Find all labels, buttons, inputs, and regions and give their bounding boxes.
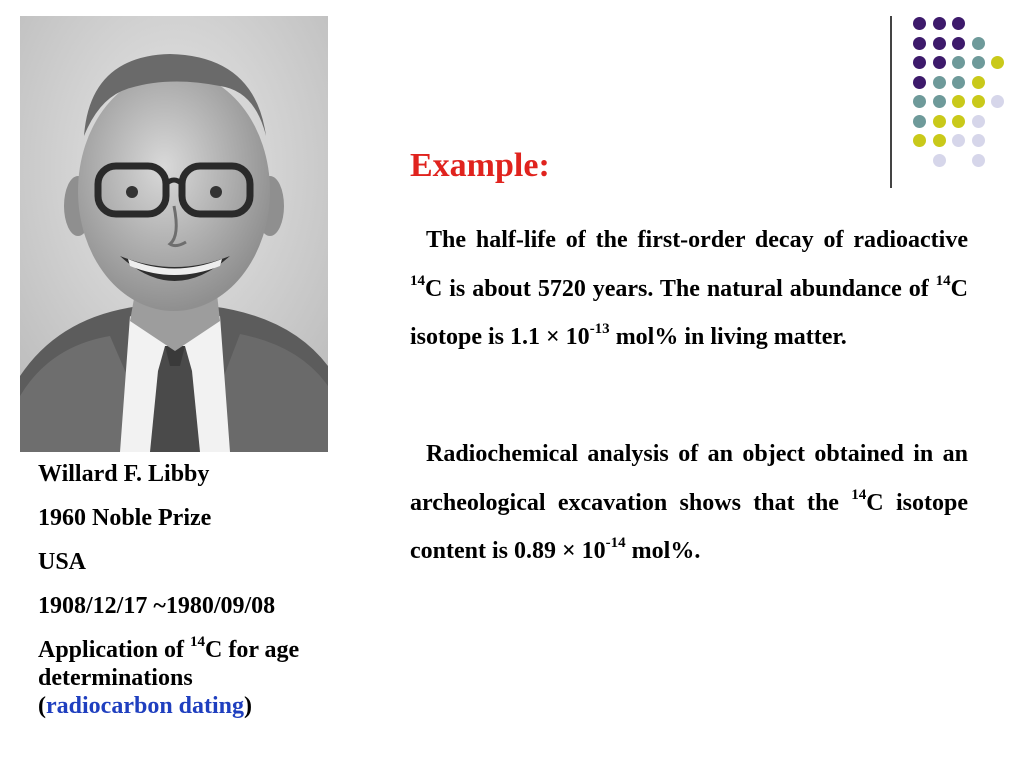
decorative-dot bbox=[933, 95, 946, 108]
life-dates: 1908/12/17 ~1980/09/08 bbox=[38, 593, 276, 619]
example-paragraph-1: The half-life of the first-order decay of radioactive $^{14}$C is about 5720 years. The natural abundance of $^{14}$C isotope is $1.1 \times 10^{-13}$ mol% in living matter. bbox=[410, 227, 968, 350]
country-text: USA bbox=[38, 549, 87, 575]
decorative-dot bbox=[933, 134, 946, 147]
decorative-dot bbox=[913, 76, 926, 89]
decorative-dot bbox=[913, 115, 926, 128]
radiocarbon-dating-link[interactable]: radiocarbon dating bbox=[46, 693, 245, 719]
decorative-dot bbox=[952, 134, 965, 147]
decorative-dot bbox=[933, 56, 946, 69]
decorative-dot bbox=[972, 134, 985, 147]
decorative-dot bbox=[972, 56, 985, 69]
scientist-name: Willard F. Libby bbox=[38, 461, 210, 487]
decorative-dot bbox=[952, 17, 965, 30]
decorative-dot bbox=[933, 76, 946, 89]
decorative-dot bbox=[913, 17, 926, 30]
decorative-dot bbox=[933, 115, 946, 128]
application-link-line: (radiocarbon dating) bbox=[38, 693, 253, 719]
decorative-dot bbox=[972, 154, 985, 167]
decorative-dot bbox=[952, 76, 965, 89]
decorative-dot bbox=[913, 134, 926, 147]
decorative-dot bbox=[952, 95, 965, 108]
decorative-dot bbox=[952, 115, 965, 128]
example-title: Example: bbox=[410, 147, 550, 184]
decorative-dot bbox=[913, 37, 926, 50]
decorative-dot bbox=[933, 37, 946, 50]
decorative-dot bbox=[972, 37, 985, 50]
decorative-dot bbox=[933, 154, 946, 167]
decorative-dot bbox=[952, 37, 965, 50]
example-paragraph-2: Radiochemical analysis of an object obtained in an archeological excavation shows that the $^{14}$C isotope content is $0.89 \times 10^{-14}$ mol%. bbox=[410, 441, 968, 564]
decorative-dot bbox=[991, 95, 1004, 108]
decorative-dot bbox=[972, 115, 985, 128]
application-line: Application of $^{14}$C for age bbox=[38, 634, 300, 663]
decorative-dot bbox=[913, 95, 926, 108]
decorative-dot bbox=[952, 56, 965, 69]
application-line-2: determinations bbox=[38, 665, 193, 691]
decorative-divider bbox=[890, 16, 892, 188]
portrait-photo bbox=[20, 16, 328, 452]
decorative-dot bbox=[913, 56, 926, 69]
decorative-dot bbox=[972, 95, 985, 108]
decorative-dot bbox=[933, 17, 946, 30]
decorative-dot bbox=[991, 56, 1004, 69]
prize-text: 1960 Noble Prize bbox=[38, 505, 212, 531]
portrait-caption bbox=[38, 460, 374, 720]
decorative-dot bbox=[972, 76, 985, 89]
